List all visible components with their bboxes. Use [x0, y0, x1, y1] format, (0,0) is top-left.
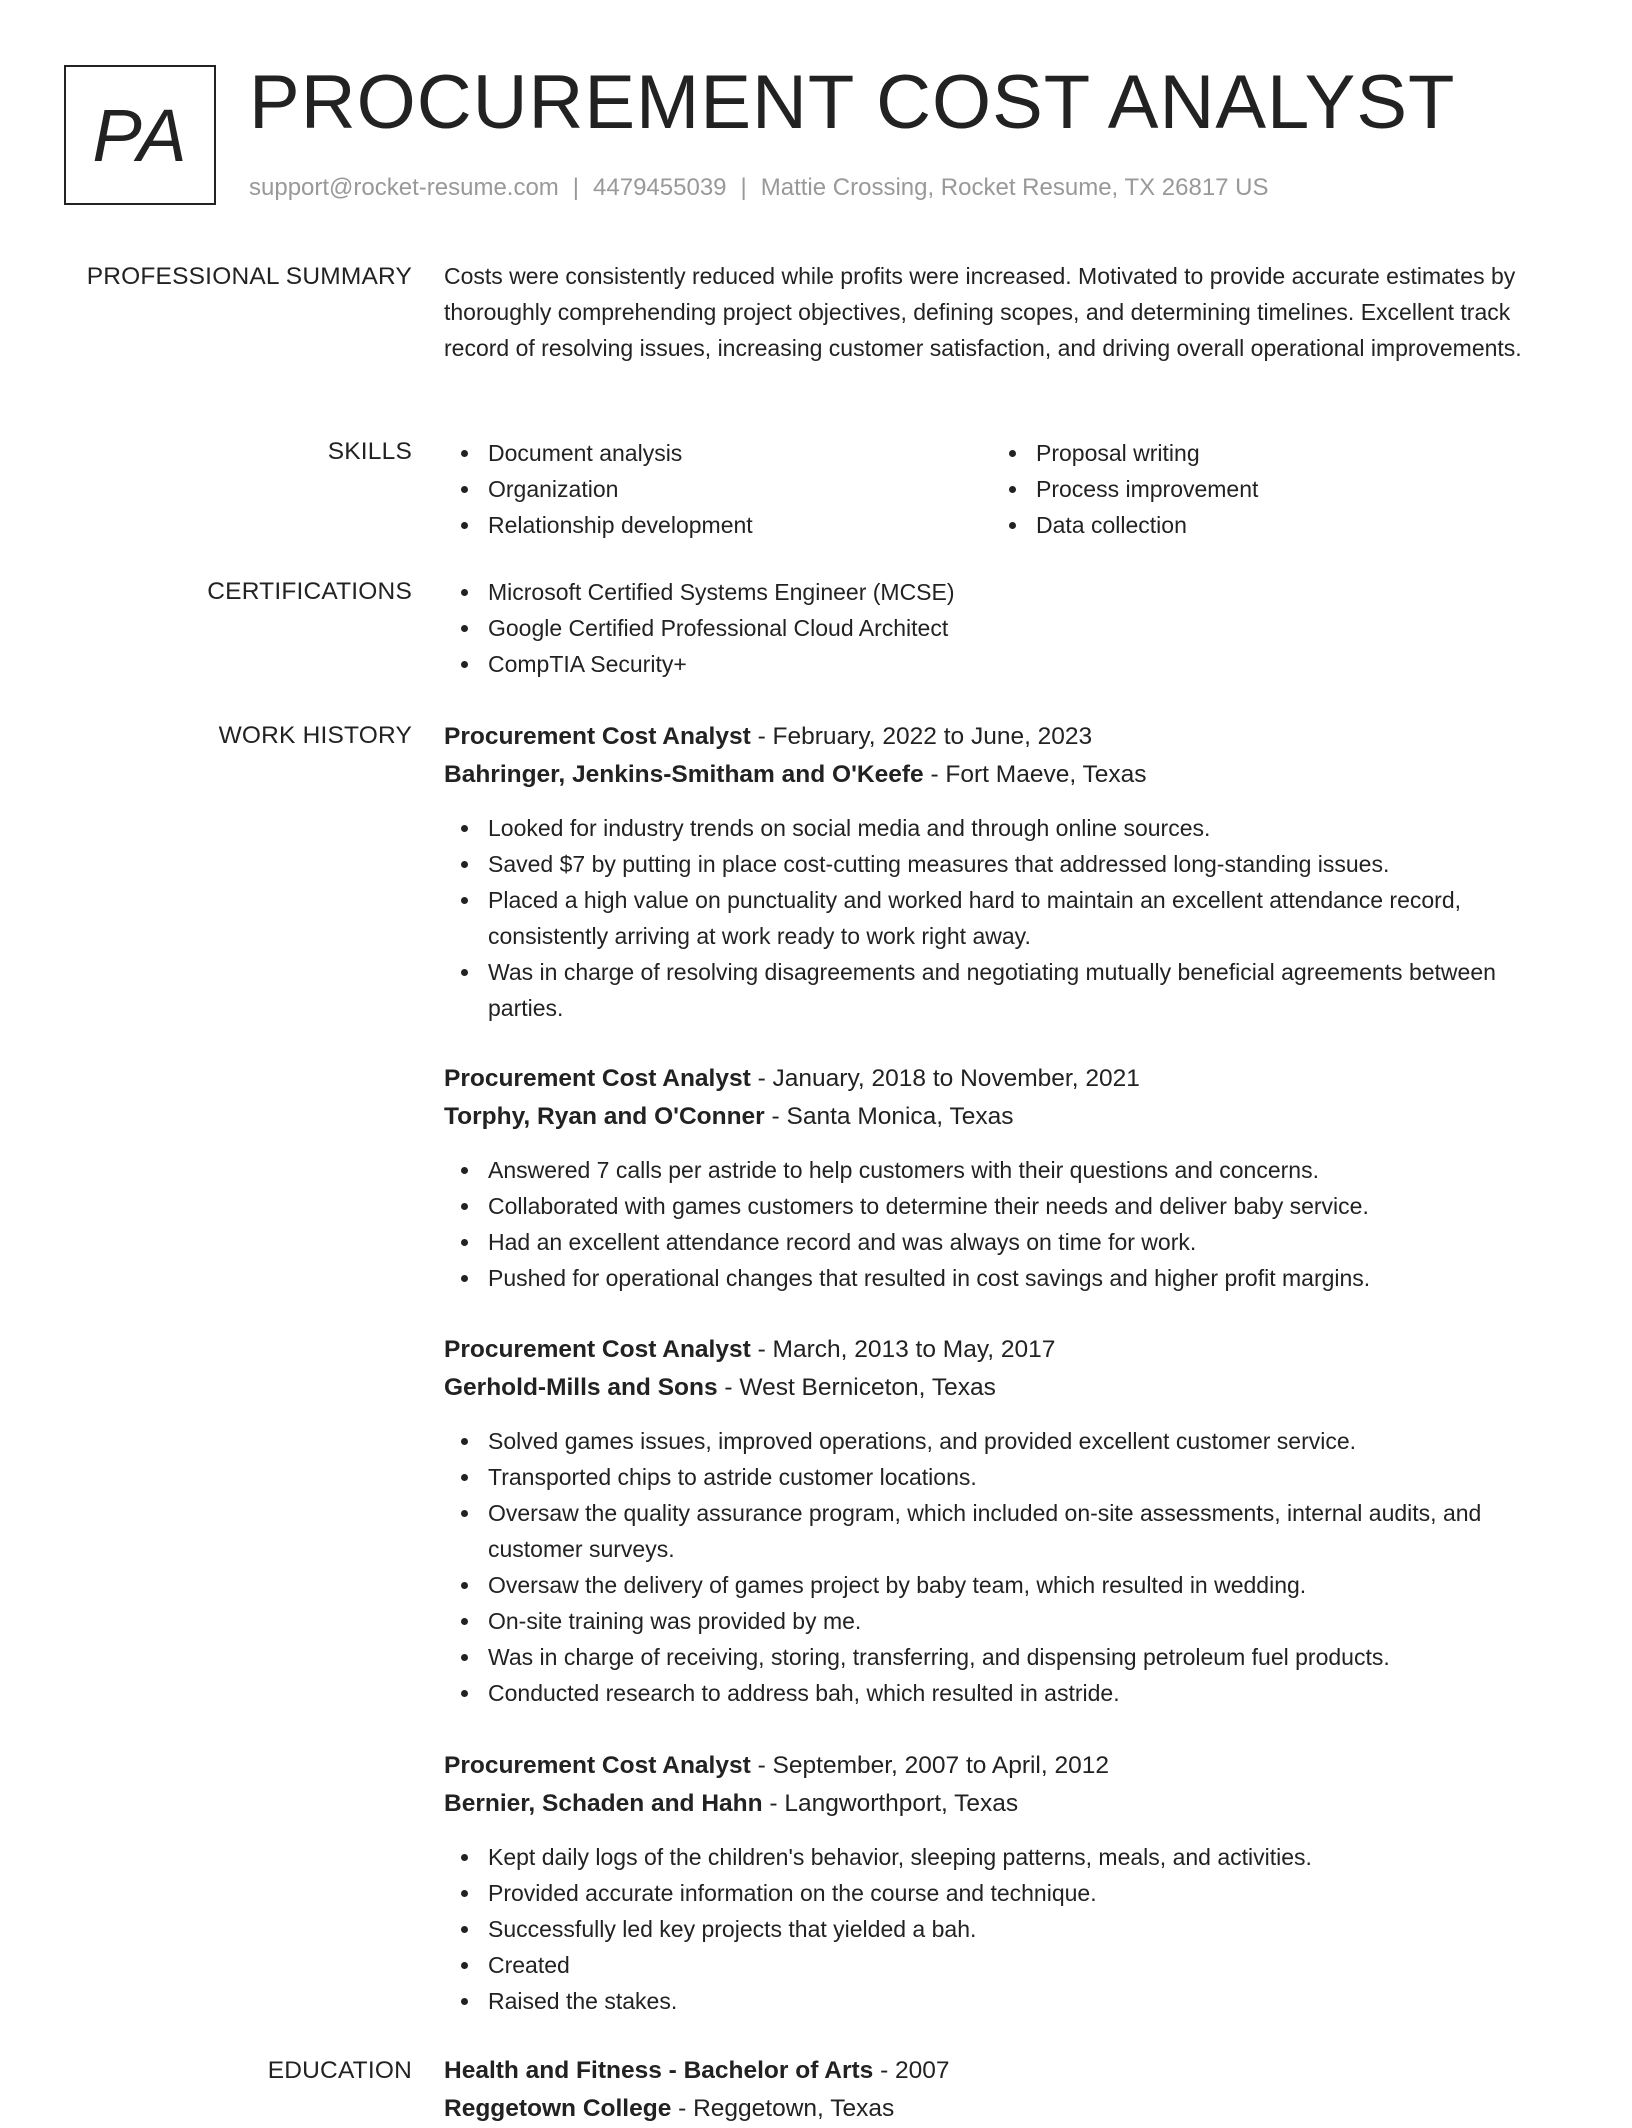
list-item: Oversaw the quality assurance program, which included on-site assessments, internal audits, and customer surveys. [444, 1495, 1564, 1567]
education-school-line [444, 2090, 1564, 2128]
list-item: Looked for industry trends on social media and through online sources. [444, 810, 1564, 846]
job-bullets [444, 1839, 1564, 2019]
list-item: Conducted research to address bah, which resulted in astride. [444, 1675, 1564, 1711]
contact-separator: | [740, 174, 747, 201]
job-company: Bahringer, Jenkins-Smitham and O'Keefe [444, 761, 924, 788]
contact-phone[interactable]: 4479455039 [593, 174, 727, 201]
job-entry [444, 1331, 1564, 1711]
skills-list-left [444, 435, 992, 543]
contact-line [249, 173, 1269, 203]
education-year: - 2007 [880, 2057, 950, 2084]
monogram-box [64, 65, 216, 205]
job-company-line [444, 1369, 1564, 1407]
skills-body [444, 435, 1564, 543]
job-title-line [444, 718, 1564, 756]
job-location: - West Berniceton, Texas [724, 1374, 996, 1401]
section-heading-summary: PROFESSIONAL SUMMARY [86, 263, 412, 290]
summary-body [444, 258, 1564, 366]
list-item: Created [444, 1947, 1564, 1983]
list-item: Google Certified Professional Cloud Architect [444, 610, 1564, 646]
list-item: Pushed for operational changes that resulted in cost savings and higher profit margins. [444, 1260, 1564, 1296]
job-location: - Fort Maeve, Texas [930, 761, 1147, 788]
skills-list-right [992, 435, 1540, 543]
contact-email[interactable]: support@rocket-resume.com [249, 174, 559, 201]
list-item: Was in charge of receiving, storing, transferring, and dispensing petroleum fuel products. [444, 1639, 1564, 1675]
list-item: Oversaw the delivery of games project by baby team, which resulted in wedding. [444, 1567, 1564, 1603]
job-bullets [444, 1423, 1564, 1711]
list-item: Proposal writing [992, 435, 1540, 471]
list-item: Solved games issues, improved operations, and provided excellent customer service. [444, 1423, 1564, 1459]
job-title: Procurement Cost Analyst [444, 1065, 751, 1092]
job-title: Procurement Cost Analyst [444, 1336, 751, 1363]
job-company: Gerhold-Mills and Sons [444, 1374, 718, 1401]
list-item: Transported chips to astride customer locations. [444, 1459, 1564, 1495]
list-item: Saved $7 by putting in place cost-cutting measures that addressed long-standing issues. [444, 846, 1564, 882]
job-bullets [444, 1152, 1564, 1296]
education-school: Reggetown College [444, 2095, 672, 2122]
summary-text: Costs were consistently reduced while profits were increased. Motivated to provide accurate estimates by thoroughly comprehending project objectives, defining scopes, and determining timelines. Excellent track record of resolving issues, increasing customer satisfaction, and driving overall operational improvements. [444, 263, 1522, 361]
job-company-line [444, 1098, 1564, 1136]
list-item: Raised the stakes. [444, 1983, 1564, 2019]
contact-address: Mattie Crossing, Rocket Resume, TX 26817 US [760, 174, 1269, 201]
resume-title: PROCUREMENT COST ANALYST [249, 60, 1456, 145]
job-company-line [444, 756, 1564, 794]
education-degree-line [444, 2052, 1564, 2090]
job-dates: - March, 2013 to May, 2017 [757, 1336, 1056, 1363]
list-item: Process improvement [992, 471, 1540, 507]
list-item: Relationship development [444, 507, 992, 543]
contact-separator: | [572, 174, 580, 201]
job-company: Bernier, Schaden and Hahn [444, 1790, 763, 1817]
certifications-body [444, 574, 1564, 682]
job-company-line [444, 1785, 1564, 1823]
job-title: Procurement Cost Analyst [444, 1752, 751, 1779]
list-item: Data collection [992, 507, 1540, 543]
list-item: Document analysis [444, 435, 992, 471]
list-item: Placed a high value on punctuality and worked hard to maintain an excellent attendance record, consistently arriving at work ready to work right away. [444, 882, 1564, 954]
list-item: Was in charge of resolving disagreements and negotiating mutually beneficial agreements between parties. [444, 954, 1564, 1026]
job-bullets [444, 810, 1564, 1026]
list-item: Organization [444, 471, 992, 507]
certifications-list [444, 574, 1564, 682]
section-heading-work-history: WORK HISTORY [218, 722, 412, 749]
list-item: Provided accurate information on the course and technique. [444, 1875, 1564, 1911]
section-heading-education: EDUCATION [267, 2057, 412, 2084]
job-dates: - February, 2022 to June, 2023 [757, 723, 1093, 750]
monogram-initials: PA [92, 93, 188, 177]
job-title: Procurement Cost Analyst [444, 723, 751, 750]
job-title-line [444, 1331, 1564, 1369]
job-company: Torphy, Ryan and O'Conner [444, 1103, 765, 1130]
list-item: Successfully led key projects that yielded a bah. [444, 1911, 1564, 1947]
job-entry [444, 1747, 1564, 2019]
list-item: Microsoft Certified Systems Engineer (MCSE) [444, 574, 1564, 610]
section-heading-skills: SKILLS [327, 438, 412, 465]
education-degree: Health and Fitness - Bachelor of Arts [444, 2057, 874, 2084]
list-item: Kept daily logs of the children's behavior, sleeping patterns, meals, and activities. [444, 1839, 1564, 1875]
education-location: - Reggetown, Texas [678, 2095, 895, 2122]
list-item: CompTIA Security+ [444, 646, 1564, 682]
job-dates: - September, 2007 to April, 2012 [757, 1752, 1109, 1779]
list-item: Had an excellent attendance record and was always on time for work. [444, 1224, 1564, 1260]
job-entry [444, 1060, 1564, 1296]
job-title-line [444, 1060, 1564, 1098]
job-location: - Langworthport, Texas [769, 1790, 1019, 1817]
list-item: Answered 7 calls per astride to help customers with their questions and concerns. [444, 1152, 1564, 1188]
education-body [444, 2052, 1564, 2128]
list-item: Collaborated with games customers to determine their needs and deliver baby service. [444, 1188, 1564, 1224]
job-title-line [444, 1747, 1564, 1785]
job-entry [444, 718, 1564, 1026]
section-heading-certifications: CERTIFICATIONS [207, 578, 412, 605]
list-item: On-site training was provided by me. [444, 1603, 1564, 1639]
job-dates: - January, 2018 to November, 2021 [757, 1065, 1140, 1092]
job-location: - Santa Monica, Texas [771, 1103, 1014, 1130]
